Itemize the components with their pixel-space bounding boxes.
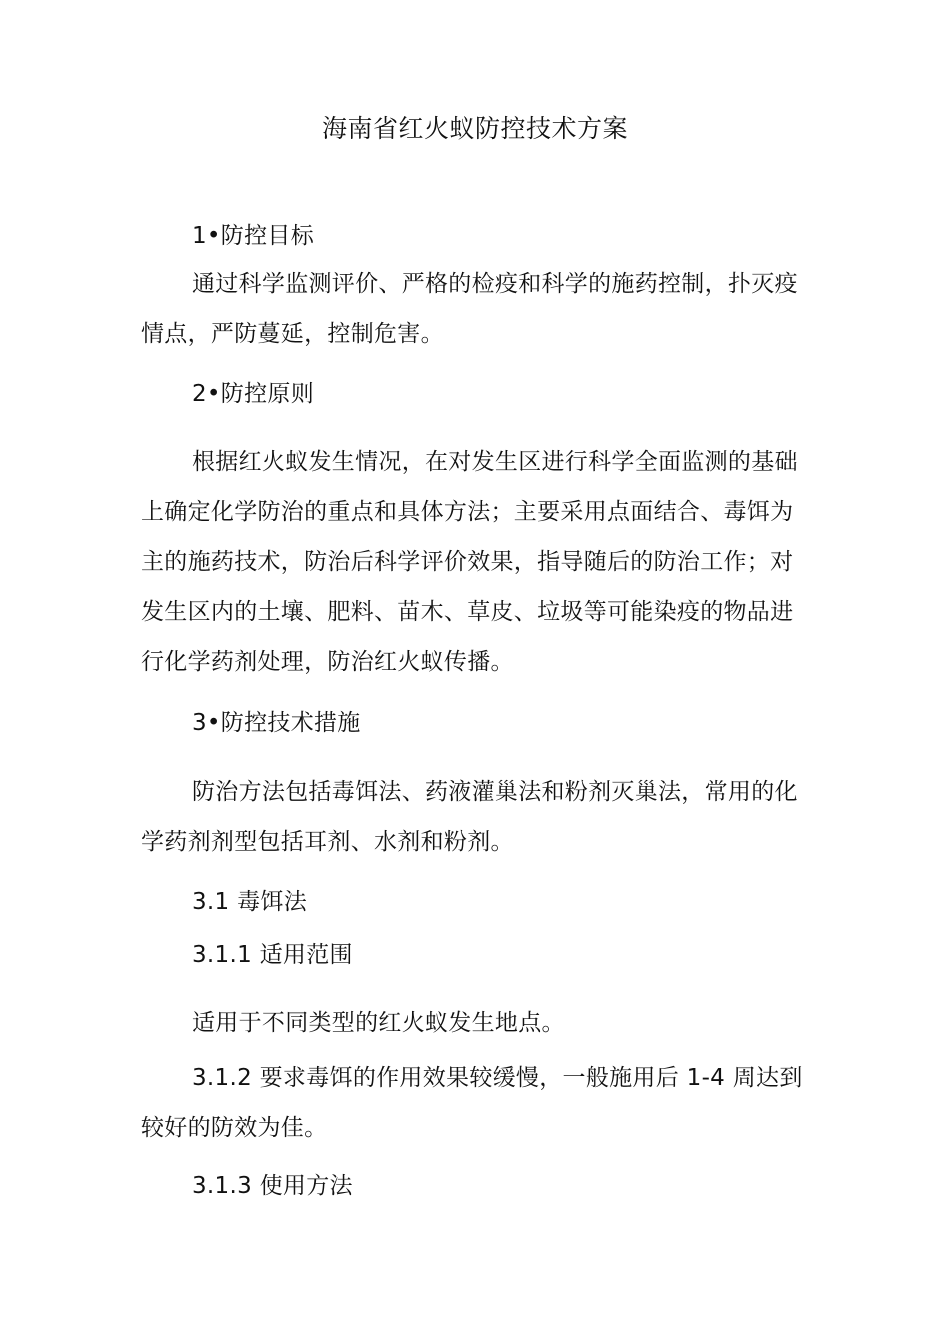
paragraph-3-1-2: 3.1.2 要求毒饵的作用效果较缓慢，一般施用后 1-4 周达到较好的防效为佳。	[141, 1065, 803, 1141]
document-title: 海南省红火蚁防控技术方案	[321, 114, 628, 143]
heading-2: 2•防控原则	[192, 381, 314, 407]
paragraph-2: 根据红火蚁发生情况，在对发生区进行科学全面监测的基础上确定化学防治的重点和具体方法；主要采用点面结合、毒饵为主的施药技术，防治后科学评价效果，指导随后的防治工作；对发生区内的土壤、肥料、苗木、草皮、垃圾等可能染疫的物品进行化学药剂处理，防治红火蚁传播。	[141, 449, 798, 675]
heading-1: 1•防控目标	[192, 223, 314, 249]
heading-3-1: 3.1 毒饵法	[192, 889, 307, 915]
paragraph-3: 防治方法包括毒饵法、药液灌巢法和粉剂灭巢法，常用的化学药剂剂型包括耳剂、水剂和粉剂。	[141, 779, 798, 855]
heading-3-1-1: 3.1.1 适用范围	[192, 942, 353, 968]
heading-3-1-3: 3.1.3 使用方法	[192, 1173, 353, 1199]
paragraph-3-1-1: 适用于不同类型的红火蚁发生地点。	[192, 1010, 565, 1036]
heading-3: 3•防控技术措施	[192, 710, 361, 736]
paragraph-1: 通过科学监测评价、严格的检疫和科学的施药控制，扑灭疫情点，严防蔓延，控制危害。	[141, 271, 798, 347]
